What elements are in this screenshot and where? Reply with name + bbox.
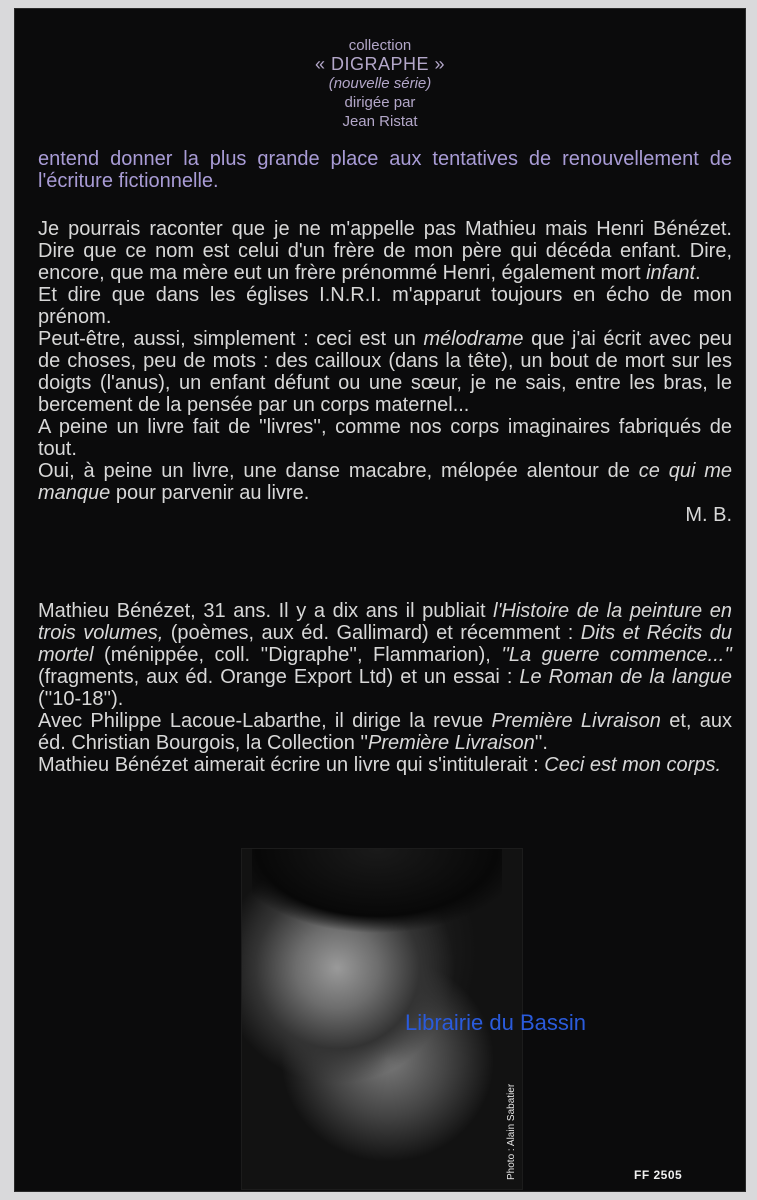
collection-director-label: dirigée par <box>344 94 416 111</box>
author-biography <box>38 600 732 776</box>
collection-title: « DIGRAPHE » <box>314 54 446 74</box>
blurb-paragraph: Et dire que dans les églises I.N.R.I. m'apparut toujours en écho de mon prénom. <box>38 284 732 328</box>
author-photo-shadow <box>252 849 502 969</box>
photo-credit: Photo : Alain Sabatier <box>506 1083 517 1180</box>
blurb-paragraph: A peine un livre fait de ''livres'', comme nos corps imaginaires fabriqués de tout. <box>38 416 732 460</box>
collection-description: entend donner la plus grande place aux tentatives de renouvellement de l'écriture fictionnelle. <box>38 148 732 192</box>
blurb-text <box>38 218 732 526</box>
blurb-paragraph: Oui, à peine un livre, une danse macabre, mélopée alentour de ce qui me manque pour parvenir au livre. <box>38 460 732 504</box>
collection-subtitle: (nouvelle série) <box>328 75 432 92</box>
seller-watermark: Librairie du Bassin <box>405 1010 586 1035</box>
bio-paragraph: Avec Philippe Lacoue-Labarthe, il dirige la revue Première Livraison et, aux éd. Christian Bourgois, la Collection ''Première Livraison''. <box>38 710 732 754</box>
author-signature: M. B. <box>685 504 732 526</box>
collection-header <box>14 36 746 131</box>
collection-director-name: Jean Ristat <box>342 113 418 130</box>
book-back-cover <box>14 8 746 1192</box>
bio-paragraph: Mathieu Bénézet aimerait écrire un livre qui s'intitulerait : Ceci est mon corps. <box>38 754 722 776</box>
blurb-paragraph: Je pourrais raconter que je ne m'appelle pas Mathieu mais Henri Bénézet. Dire que ce nom est celui d'un frère de mon père qui décéda enfant. Dire, encore, que ma mère eut un frère prénommé Henri, également mort infant. <box>38 218 732 284</box>
blurb-paragraph: Peut-être, aussi, simplement : ceci est un mélodrame que j'ai écrit avec peu de choses, peu de mots : des cailloux (dans la tête), un bout de mort sur les doigts (l'anus), un enfant défunt ou une sœur, je ne sais, entre les bras, le bercement de la pensée par un corps maternel... <box>38 328 732 416</box>
price-code: FF 2505 <box>634 1168 683 1182</box>
collection-label: collection <box>348 37 412 54</box>
bio-paragraph: Mathieu Bénézet, 31 ans. Il y a dix ans il publiait l'Histoire de la peinture en trois volumes, (poèmes, aux éd. Gallimard) et récemment : Dits et Récits du mortel (ménippée, coll. ''Digraphe'', Flammarion), ''La guerre commence...'' (fragments, aux éd. Orange Export Ltd) et un essai : Le Roman de la langue (''10-18''). <box>38 600 732 710</box>
